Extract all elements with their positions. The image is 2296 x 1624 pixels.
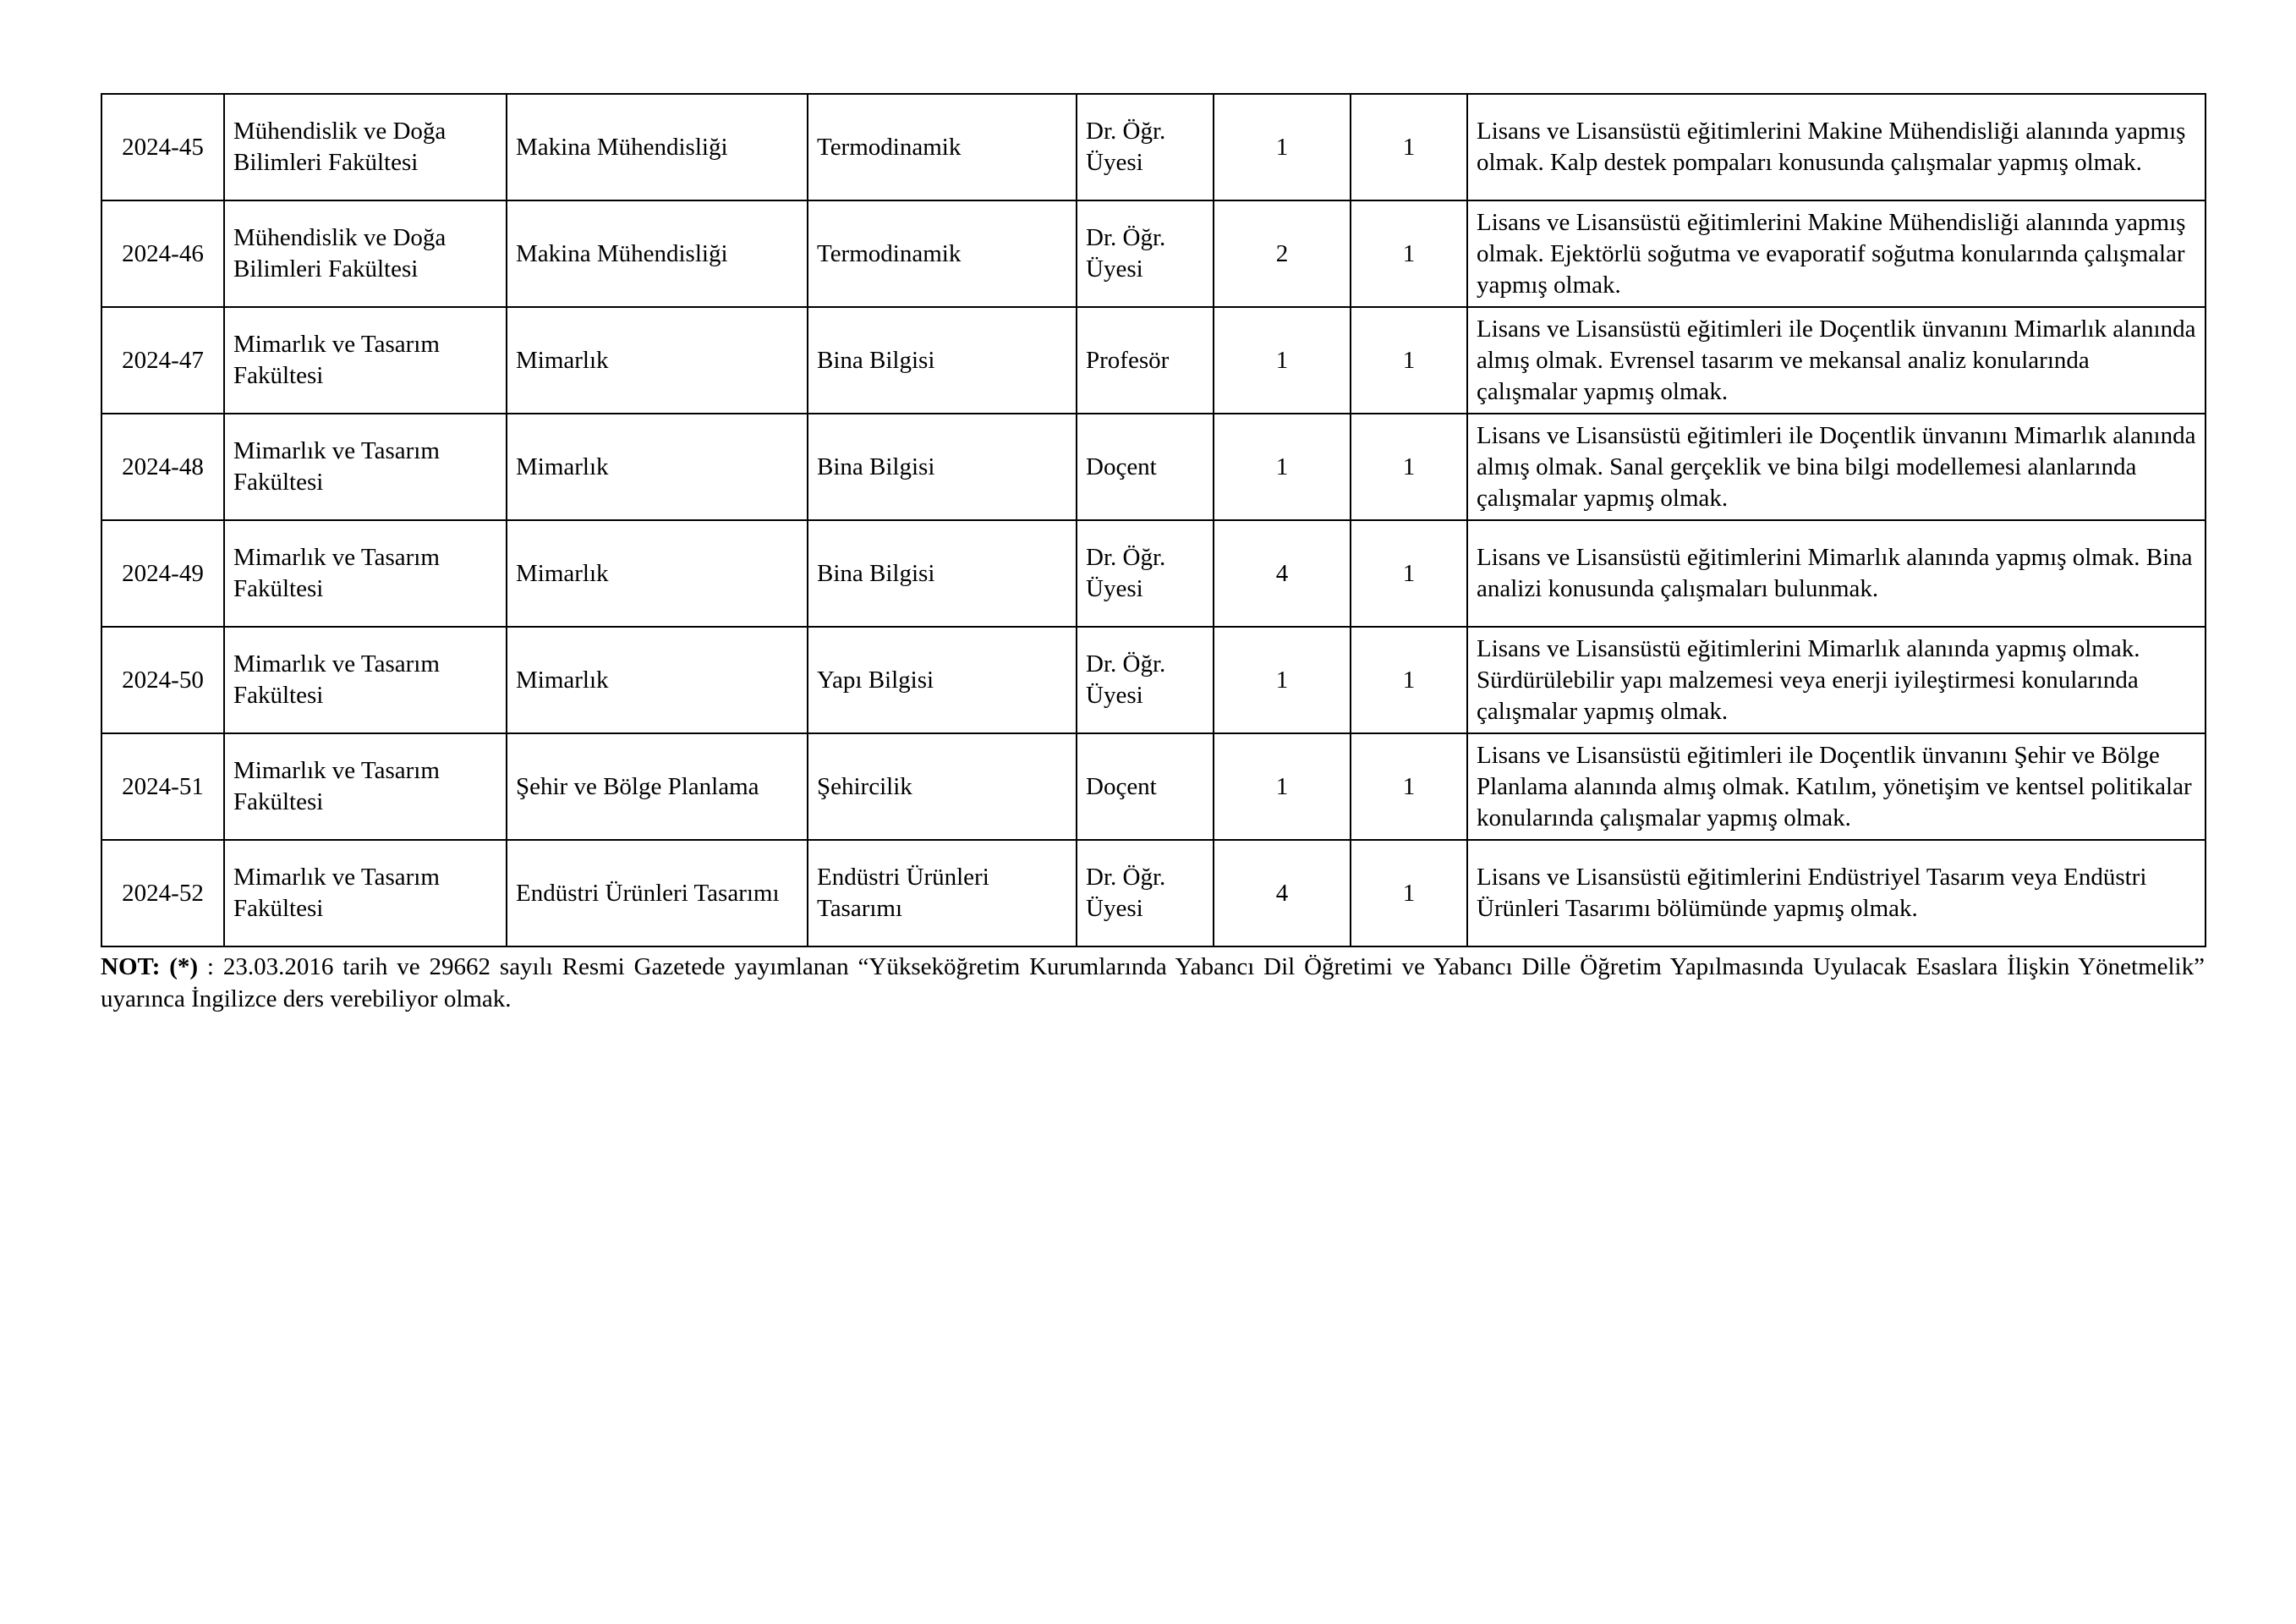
degree-cell: 1 xyxy=(1214,94,1351,200)
count-cell: 1 xyxy=(1351,200,1467,307)
degree-cell: 1 xyxy=(1214,307,1351,414)
table-row xyxy=(101,627,2206,733)
faculty-cell: Mimarlık ve Tasarım Fakültesi xyxy=(224,307,507,414)
department-cell: Mimarlık xyxy=(507,520,808,627)
requirements-cell: Lisans ve Lisansüstü eğitimlerini Mimarlık alanında yapmış olmak. Sürdürülebilir yapı malzemesi veya enerji iyileştirmesi konularında çalışmalar yapmış olmak. xyxy=(1467,627,2206,733)
department-cell: Mimarlık xyxy=(507,307,808,414)
count-cell: 1 xyxy=(1351,307,1467,414)
footnote xyxy=(101,951,2205,1015)
degree-cell: 2 xyxy=(1214,200,1351,307)
faculty-cell: Mühendislik ve Doğa Bilimleri Fakültesi xyxy=(224,94,507,200)
division-cell: Bina Bilgisi xyxy=(808,414,1077,520)
department-cell: Endüstri Ürünleri Tasarımı xyxy=(507,840,808,946)
department-cell: Mimarlık xyxy=(507,627,808,733)
table-row xyxy=(101,200,2206,307)
count-cell: 1 xyxy=(1351,627,1467,733)
positions-table-body xyxy=(101,94,2206,946)
footnote-text: : 23.03.2016 tarih ve 29662 sayılı Resmi Gazetede yayımlanan “Yükseköğretim Kurumlarında Yabancı Dil Öğretimi ve Yabancı Dille Öğretim Yapılmasında Uyulacak Esaslara İlişkin Yönetmelik” uyarınca İngilizce ders verebiliyor olmak. xyxy=(101,953,2205,1012)
department-cell: Şehir ve Bölge Planlama xyxy=(507,733,808,840)
footnote-label: NOT: (*) xyxy=(101,953,199,980)
title-cell: Dr. Öğr. Üyesi xyxy=(1077,627,1214,733)
faculty-cell: Mimarlık ve Tasarım Fakültesi xyxy=(224,414,507,520)
division-cell: Bina Bilgisi xyxy=(808,307,1077,414)
ilan-no-cell: 2024-46 xyxy=(101,200,224,307)
faculty-cell: Mimarlık ve Tasarım Fakültesi xyxy=(224,733,507,840)
requirements-cell: Lisans ve Lisansüstü eğitimlerini Mimarlık alanında yapmış olmak. Bina analizi konusunda çalışmaları bulunmak. xyxy=(1467,520,2206,627)
ilan-no-cell: 2024-52 xyxy=(101,840,224,946)
ilan-no-cell: 2024-48 xyxy=(101,414,224,520)
table-row xyxy=(101,840,2206,946)
title-cell: Profesör xyxy=(1077,307,1214,414)
faculty-cell: Mimarlık ve Tasarım Fakültesi xyxy=(224,520,507,627)
title-cell: Doçent xyxy=(1077,733,1214,840)
requirements-cell: Lisans ve Lisansüstü eğitimlerini Endüstriyel Tasarım veya Endüstri Ürünleri Tasarımı bölümünde yapmış olmak. xyxy=(1467,840,2206,946)
positions-table xyxy=(101,93,2206,947)
requirements-cell: Lisans ve Lisansüstü eğitimleri ile Doçentlik ünvanını Şehir ve Bölge Planlama alanında almış olmak. Katılım, yönetişim ve kentsel politikalar konularında çalışmalar yapmış olmak. xyxy=(1467,733,2206,840)
title-cell: Dr. Öğr. Üyesi xyxy=(1077,200,1214,307)
division-cell: Şehircilik xyxy=(808,733,1077,840)
division-cell: Yapı Bilgisi xyxy=(808,627,1077,733)
faculty-cell: Mimarlık ve Tasarım Fakültesi xyxy=(224,627,507,733)
document-page xyxy=(101,93,2205,1015)
division-cell: Bina Bilgisi xyxy=(808,520,1077,627)
requirements-cell: Lisans ve Lisansüstü eğitimlerini Makine Mühendisliği alanında yapmış olmak. Kalp destek pompaları konusunda çalışmalar yapmış olmak. xyxy=(1467,94,2206,200)
count-cell: 1 xyxy=(1351,520,1467,627)
ilan-no-cell: 2024-49 xyxy=(101,520,224,627)
faculty-cell: Mühendislik ve Doğa Bilimleri Fakültesi xyxy=(224,200,507,307)
table-row xyxy=(101,307,2206,414)
table-row xyxy=(101,414,2206,520)
division-cell: Termodinamik xyxy=(808,200,1077,307)
requirements-cell: Lisans ve Lisansüstü eğitimlerini Makine Mühendisliği alanında yapmış olmak. Ejektörlü soğutma ve evaporatif soğutma konularında çalışmalar yapmış olmak. xyxy=(1467,200,2206,307)
degree-cell: 4 xyxy=(1214,520,1351,627)
ilan-no-cell: 2024-45 xyxy=(101,94,224,200)
degree-cell: 1 xyxy=(1214,733,1351,840)
department-cell: Mimarlık xyxy=(507,414,808,520)
requirements-cell: Lisans ve Lisansüstü eğitimleri ile Doçentlik ünvanını Mimarlık alanında almış olmak. Sanal gerçeklik ve bina bilgi modellemesi alanlarında çalışmalar yapmış olmak. xyxy=(1467,414,2206,520)
degree-cell: 4 xyxy=(1214,840,1351,946)
count-cell: 1 xyxy=(1351,94,1467,200)
title-cell: Doçent xyxy=(1077,414,1214,520)
count-cell: 1 xyxy=(1351,414,1467,520)
ilan-no-cell: 2024-47 xyxy=(101,307,224,414)
count-cell: 1 xyxy=(1351,840,1467,946)
ilan-no-cell: 2024-51 xyxy=(101,733,224,840)
title-cell: Dr. Öğr. Üyesi xyxy=(1077,520,1214,627)
table-row xyxy=(101,94,2206,200)
table-row xyxy=(101,733,2206,840)
faculty-cell: Mimarlık ve Tasarım Fakültesi xyxy=(224,840,507,946)
ilan-no-cell: 2024-50 xyxy=(101,627,224,733)
degree-cell: 1 xyxy=(1214,627,1351,733)
department-cell: Makina Mühendisliği xyxy=(507,200,808,307)
title-cell: Dr. Öğr. Üyesi xyxy=(1077,840,1214,946)
division-cell: Termodinamik xyxy=(808,94,1077,200)
division-cell: Endüstri Ürünleri Tasarımı xyxy=(808,840,1077,946)
degree-cell: 1 xyxy=(1214,414,1351,520)
count-cell: 1 xyxy=(1351,733,1467,840)
department-cell: Makina Mühendisliği xyxy=(507,94,808,200)
title-cell: Dr. Öğr. Üyesi xyxy=(1077,94,1214,200)
requirements-cell: Lisans ve Lisansüstü eğitimleri ile Doçentlik ünvanını Mimarlık alanında almış olmak. Evrensel tasarım ve mekansal analiz konularında çalışmalar yapmış olmak. xyxy=(1467,307,2206,414)
table-row xyxy=(101,520,2206,627)
